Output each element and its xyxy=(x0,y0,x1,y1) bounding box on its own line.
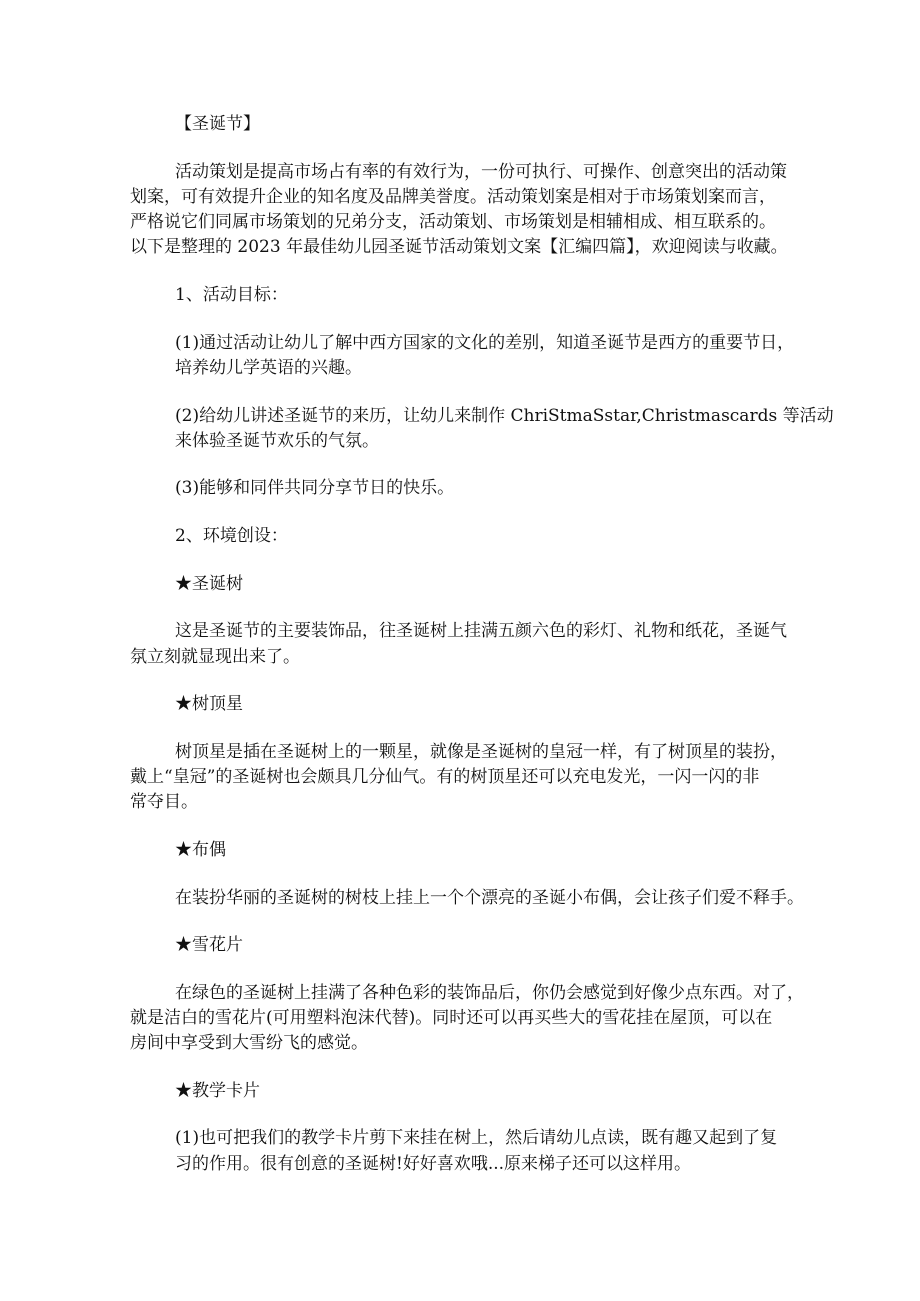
doll-paragraph xyxy=(0,886,920,911)
paragraph-line: (1)通过活动让幼儿了解中西方国家的文化的差别，知道圣诞节是西方的重要节日， xyxy=(175,332,795,353)
paragraph-line: 习的作用。很有创意的圣诞树!好好喜欢哦...原来梯子还可以这样用。 xyxy=(175,1153,692,1174)
section-heading-goals xyxy=(0,283,920,308)
paragraph-line: 这是圣诞节的主要装饰品，往圣诞树上挂满五颜六色的彩灯、礼物和纸花，圣诞气 xyxy=(175,621,787,642)
paragraph-line: 严格说它们同属市场策划的兄弟分支，活动策划、市场策划是相辅相成、相互联系的。 xyxy=(130,212,776,233)
title-line: 【圣诞节】 xyxy=(175,114,260,134)
heading-line: ★圣诞树 xyxy=(175,573,243,594)
paragraph-line: (3)能够和同伴共同分享节日的快乐。 xyxy=(175,478,455,499)
paragraph-line: 氛立刻就显现出来了。 xyxy=(130,646,300,667)
tree-star-paragraph xyxy=(0,740,920,816)
paragraph-line: 以下是整理的 2023 年最佳幼儿园圣诞节活动策划文案【汇编四篇】，欢迎阅读与收藏。 xyxy=(130,237,788,258)
paragraph-line: 常夺目。 xyxy=(130,792,198,813)
paragraph-line: 戴上“皇冠”的圣诞树也会颇具几分仙气。有的树顶星还可以充电发光，一闪一闪的非 xyxy=(130,767,760,788)
paragraph-line: 在绿色的圣诞树上挂满了各种色彩的装饰品后，你仍会感觉到好像少点东西。对了， xyxy=(175,982,804,1003)
paragraph-line: (1)也可把我们的教学卡片剪下来挂在树上，然后请幼儿点读，既有趣又起到了复 xyxy=(175,1128,778,1149)
paragraph-line: 就是洁白的雪花片(可用塑料泡沫代替)。同时还可以再买些大的雪花挂在屋顶，可以在 xyxy=(130,1007,773,1028)
subheading-tree-star xyxy=(0,692,920,717)
paragraph-line: 树顶星是插在圣诞树上的一颗星，就像是圣诞树的皇冠一样，有了树顶星的装扮， xyxy=(175,741,787,762)
paragraph-line: 培养幼儿学英语的兴趣。 xyxy=(175,357,362,378)
subheading-doll xyxy=(0,838,920,863)
heading-line: ★雪花片 xyxy=(175,935,243,956)
goal-item-1 xyxy=(0,331,920,382)
subheading-snowflake xyxy=(0,933,920,958)
heading-line: ★树顶星 xyxy=(175,694,243,715)
tree-paragraph xyxy=(0,619,920,670)
teaching-cards-paragraph xyxy=(0,1126,920,1177)
goal-item-2 xyxy=(0,404,920,455)
paragraph-line: 来体验圣诞节欢乐的气氛。 xyxy=(175,430,379,451)
heading-line: 1、活动目标： xyxy=(175,285,288,306)
heading-line: ★布偶 xyxy=(175,839,226,860)
subheading-tree xyxy=(0,572,920,597)
paragraph-line: 在装扮华丽的圣诞树的树枝上挂上一个个漂亮的圣诞小布偶，会让孩子们爱不释手。 xyxy=(175,887,804,908)
subheading-teaching-cards xyxy=(0,1079,920,1104)
goal-item-3 xyxy=(0,476,920,501)
heading-line: 2、环境创设： xyxy=(175,526,288,547)
paragraph-line: 活动策划是提高市场占有率的有效行为，一份可执行、可操作、创意突出的活动策 xyxy=(175,161,787,182)
snowflake-paragraph xyxy=(0,981,920,1057)
heading-line: ★教学卡片 xyxy=(175,1080,260,1101)
paragraph-line: 划案，可有效提升企业的知名度及品牌美誉度。活动策划案是相对于市场策划案而言， xyxy=(130,186,776,207)
paragraph-line: 房间中享受到大雪纷飞的感觉。 xyxy=(130,1033,368,1054)
paragraph-line: (2)给幼儿讲述圣诞节的来历，让幼儿来制作 ChriStmaSstar,Christmascards 等活动 xyxy=(175,405,834,426)
document-title xyxy=(0,112,920,137)
section-heading-environment xyxy=(0,524,920,549)
intro-paragraph xyxy=(0,160,920,261)
